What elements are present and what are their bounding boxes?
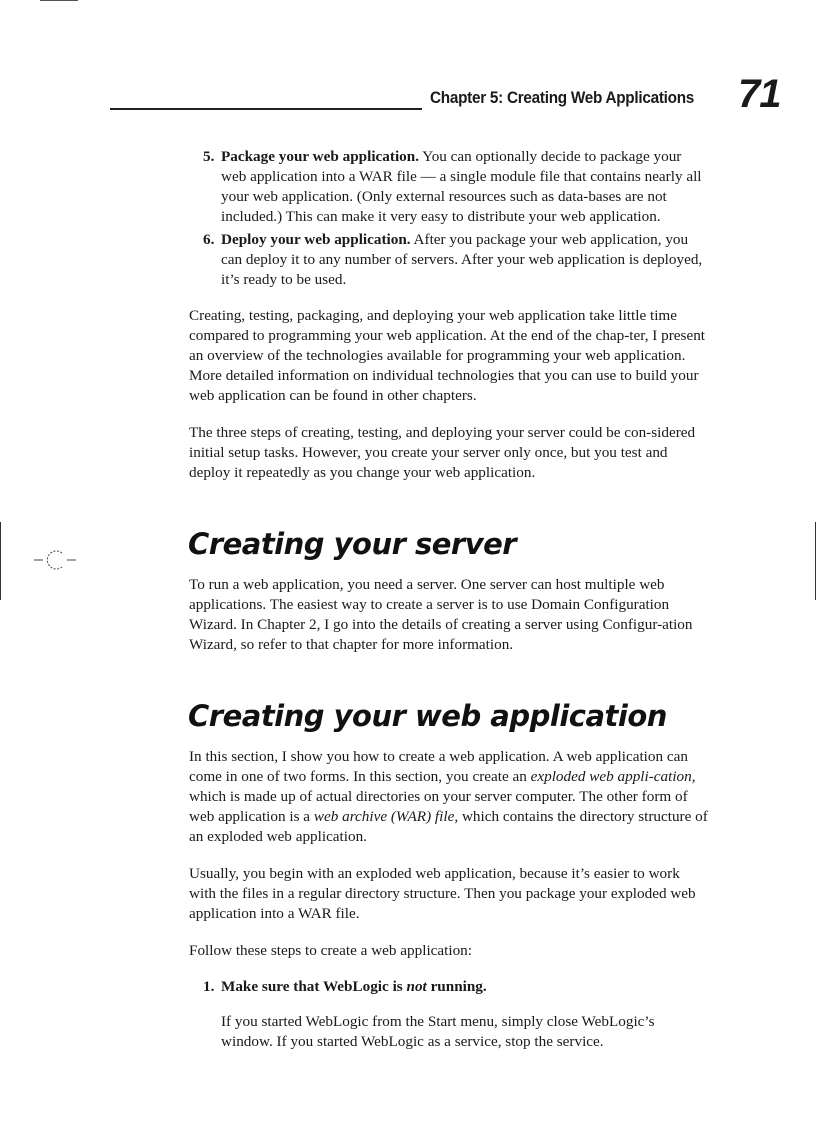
step-text: After you package your web application, you can deploy it to any number of servers. After your web application is deployed, it’s ready to be used.	[221, 231, 703, 288]
crop-mark-top	[40, 0, 78, 1]
step-1	[189, 977, 709, 997]
chapter-header-title: Chapter 5: Creating Web Applications	[430, 88, 695, 107]
text-run: which is made up of actual directories on your server computer. The other form of web application is a	[189, 788, 688, 825]
emphasis-exploded: exploded web appli-cation,	[530, 768, 696, 785]
webapp-paragraph-3: Follow these steps to create a web application:	[189, 942, 472, 959]
intro-paragraph: Creating, testing, packaging, and deploying your web application take little time compared to programming your web application. At the end of the chap-ter, I present an overview of the technologies available for programming your web application. More detailed information on individual technologies that you can use to build your web application can be found in other chapters.	[189, 307, 706, 404]
text-run: Make sure that WebLogic is	[221, 978, 407, 995]
step-6	[189, 230, 709, 290]
section-heading-server: Creating your server	[188, 527, 517, 561]
emphasis-war: web archive (WAR) file,	[313, 808, 459, 825]
step-number: 6.	[203, 231, 215, 248]
server-paragraph: To run a web application, you need a server. One server can host multiple web applications. The easiest way to create a server is to use Domain Configuration Wizard. In Chapter 2, I go into the details of creating a server using Configur-ation Wizard, so refer to that chapter for more information.	[189, 576, 693, 653]
webapp-paragraph-2: Usually, you begin with an exploded web application, because it’s easier to work with the files in a regular directory structure. Then you package your exploded web application into a WAR file.	[189, 865, 696, 922]
step-text: You can optionally decide to package your web application into a WAR file — a single module file that contains nearly all your web application. (Only external resources such as data-bases are not included.) This can make it very easy to distribute your web application.	[221, 148, 702, 225]
step-title: Deploy your web application.	[221, 231, 411, 248]
emphasis-not: not	[406, 978, 427, 995]
section-heading-web-application: Creating your web application	[188, 699, 667, 733]
step-1-body: If you started WebLogic from the Start menu, simply close WebLogic’s window. If you started WebLogic as a service, stop the service.	[221, 1013, 655, 1050]
step-number: 5.	[203, 148, 215, 165]
page-content	[189, 147, 709, 1052]
text-run: In this section, I show you how to create a web application. A web application can come in one of two forms. In this section, you create an	[189, 748, 688, 785]
step-5	[189, 147, 709, 227]
step-number: 1.	[203, 978, 215, 995]
page-number: 71	[738, 72, 781, 116]
text-run: running.	[426, 978, 487, 995]
text-run: which contains the directory structure of an exploded web application.	[189, 808, 708, 845]
step-title	[221, 978, 487, 995]
registration-mark-icon	[34, 549, 78, 571]
webapp-paragraph-1	[189, 747, 709, 847]
trim-mark-left	[0, 522, 1, 600]
step-title: Package your web application.	[221, 148, 420, 165]
intro-paragraph: The three steps of creating, testing, and deploying your server could be con-sidered initial setup tasks. However, you create your server only once, but you test and deploy it repeatedly as you change your web application.	[189, 424, 696, 481]
header-rule	[110, 108, 422, 110]
